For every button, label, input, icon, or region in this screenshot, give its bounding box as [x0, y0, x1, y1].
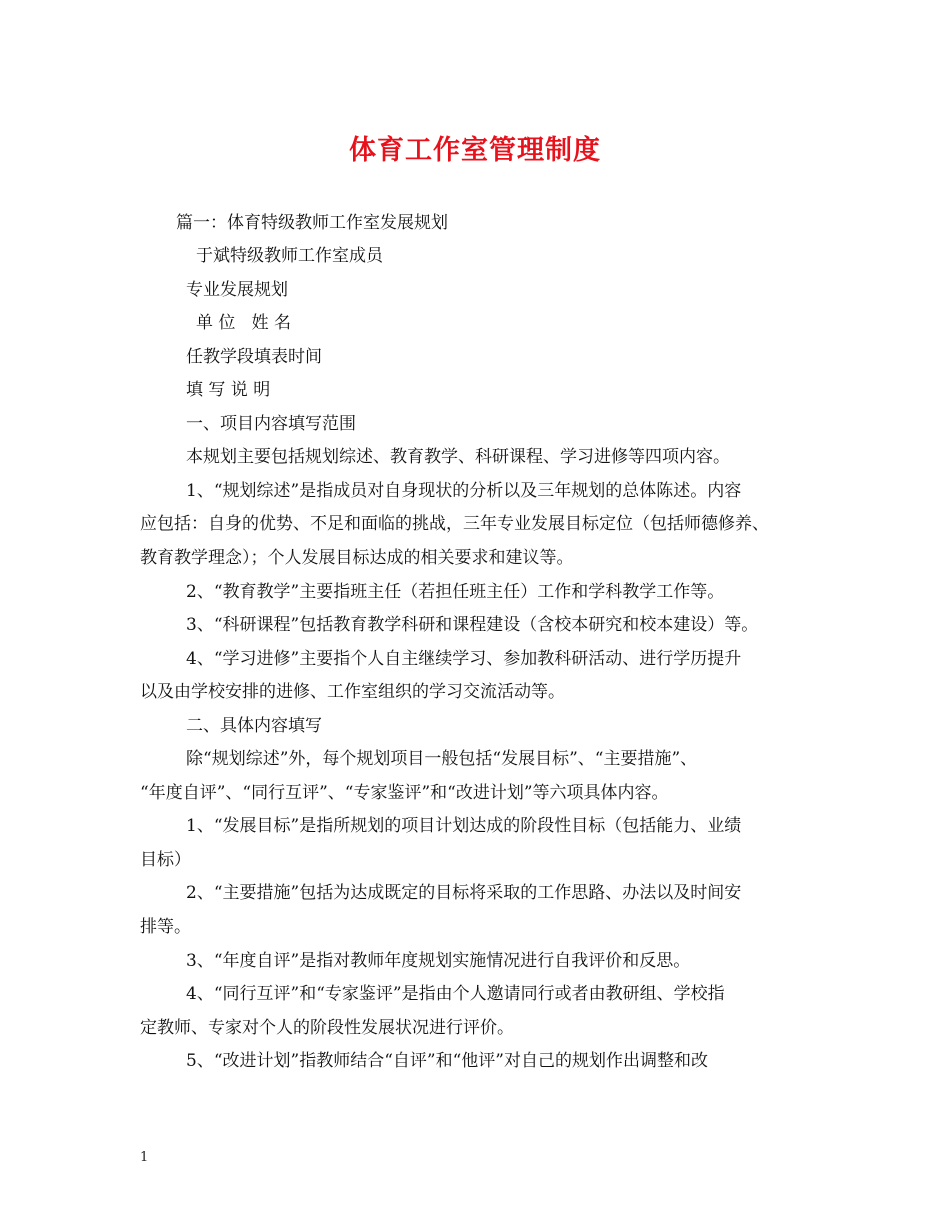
- stage-time-line: 任教学段填表时间: [186, 347, 322, 367]
- document-title: 体育工作室管理制度: [349, 135, 601, 166]
- page-number: 1: [140, 1150, 149, 1165]
- paragraph-line: 3、“年度自评”是指对教师年度规划实施情况进行自我评价和反思。: [186, 951, 691, 971]
- paragraph-line: 1、“发展目标”是指所规划的项目计划达成的阶段性目标（包括能力、业绩: [186, 816, 742, 836]
- paragraph-line: 本规划主要包括规划综述、教育教学、科研课程、学习进修等四项内容。: [186, 447, 730, 467]
- paragraph-line: 应包括：自身的优势、不足和面临的挑战，三年专业发展目标定位（包括师德修养、: [140, 514, 769, 534]
- paragraph-line: 4、“学习进修”主要指个人自主继续学习、参加教科研活动、进行学历提升: [186, 649, 742, 669]
- paragraph-line: 1、“规划综述”是指成员对自身现状的分析以及三年规划的总体陈述。内容: [186, 481, 742, 501]
- paragraph-line: 教育教学理念）；个人发展目标达成的相关要求和建议等。: [140, 548, 574, 568]
- paragraph-line: 3、“科研课程”包括教育教学科研和课程建设（含校本研究和校本建设）等。: [186, 615, 759, 635]
- studio-member-line: 于斌特级教师工作室成员: [196, 246, 383, 266]
- paragraph-line: 定教师、专家对个人的阶段性发展状况进行评价。: [140, 1018, 514, 1038]
- paragraph-line: 5、“改进计划”指教师结合“自评”和“他评”对自己的规划作出调整和改: [186, 1051, 708, 1071]
- paragraph-line: 排等。: [140, 917, 191, 937]
- paragraph-line: 以及由学校安排的进修、工作室组织的学习交流活动等。: [140, 682, 565, 702]
- paragraph-line: 除“规划综述”外，每个规划项目一般包括“发展目标”、“主要措施”、: [186, 749, 698, 769]
- paragraph-line: “年度自评”、“同行互评”、“专家鉴评”和“改进计划”等六项具体内容。: [140, 783, 669, 803]
- plan-title-line: 专业发展规划: [186, 280, 288, 300]
- paragraph-line: 目标）: [140, 850, 191, 870]
- paragraph-line: 4、“同行互评”和“专家鉴评”是指由个人邀请同行或者由教研组、学校指: [186, 984, 725, 1004]
- section-one-heading: 一、项目内容填写范围: [186, 414, 356, 434]
- section-heading-part-one: 篇一：体育特级教师工作室发展规划: [176, 213, 448, 233]
- section-two-heading: 二、具体内容填写: [186, 716, 322, 736]
- paragraph-line: 2、“主要措施”包括为达成既定的目标将采取的工作思路、办法以及时间安: [186, 883, 742, 903]
- instructions-heading: 填 写 说 明: [186, 380, 271, 400]
- unit-name-line: 单 位 姓 名: [196, 313, 292, 333]
- paragraph-line: 2、“教育教学”主要指班主任（若担任班主任）工作和学科教学工作等。: [186, 582, 725, 602]
